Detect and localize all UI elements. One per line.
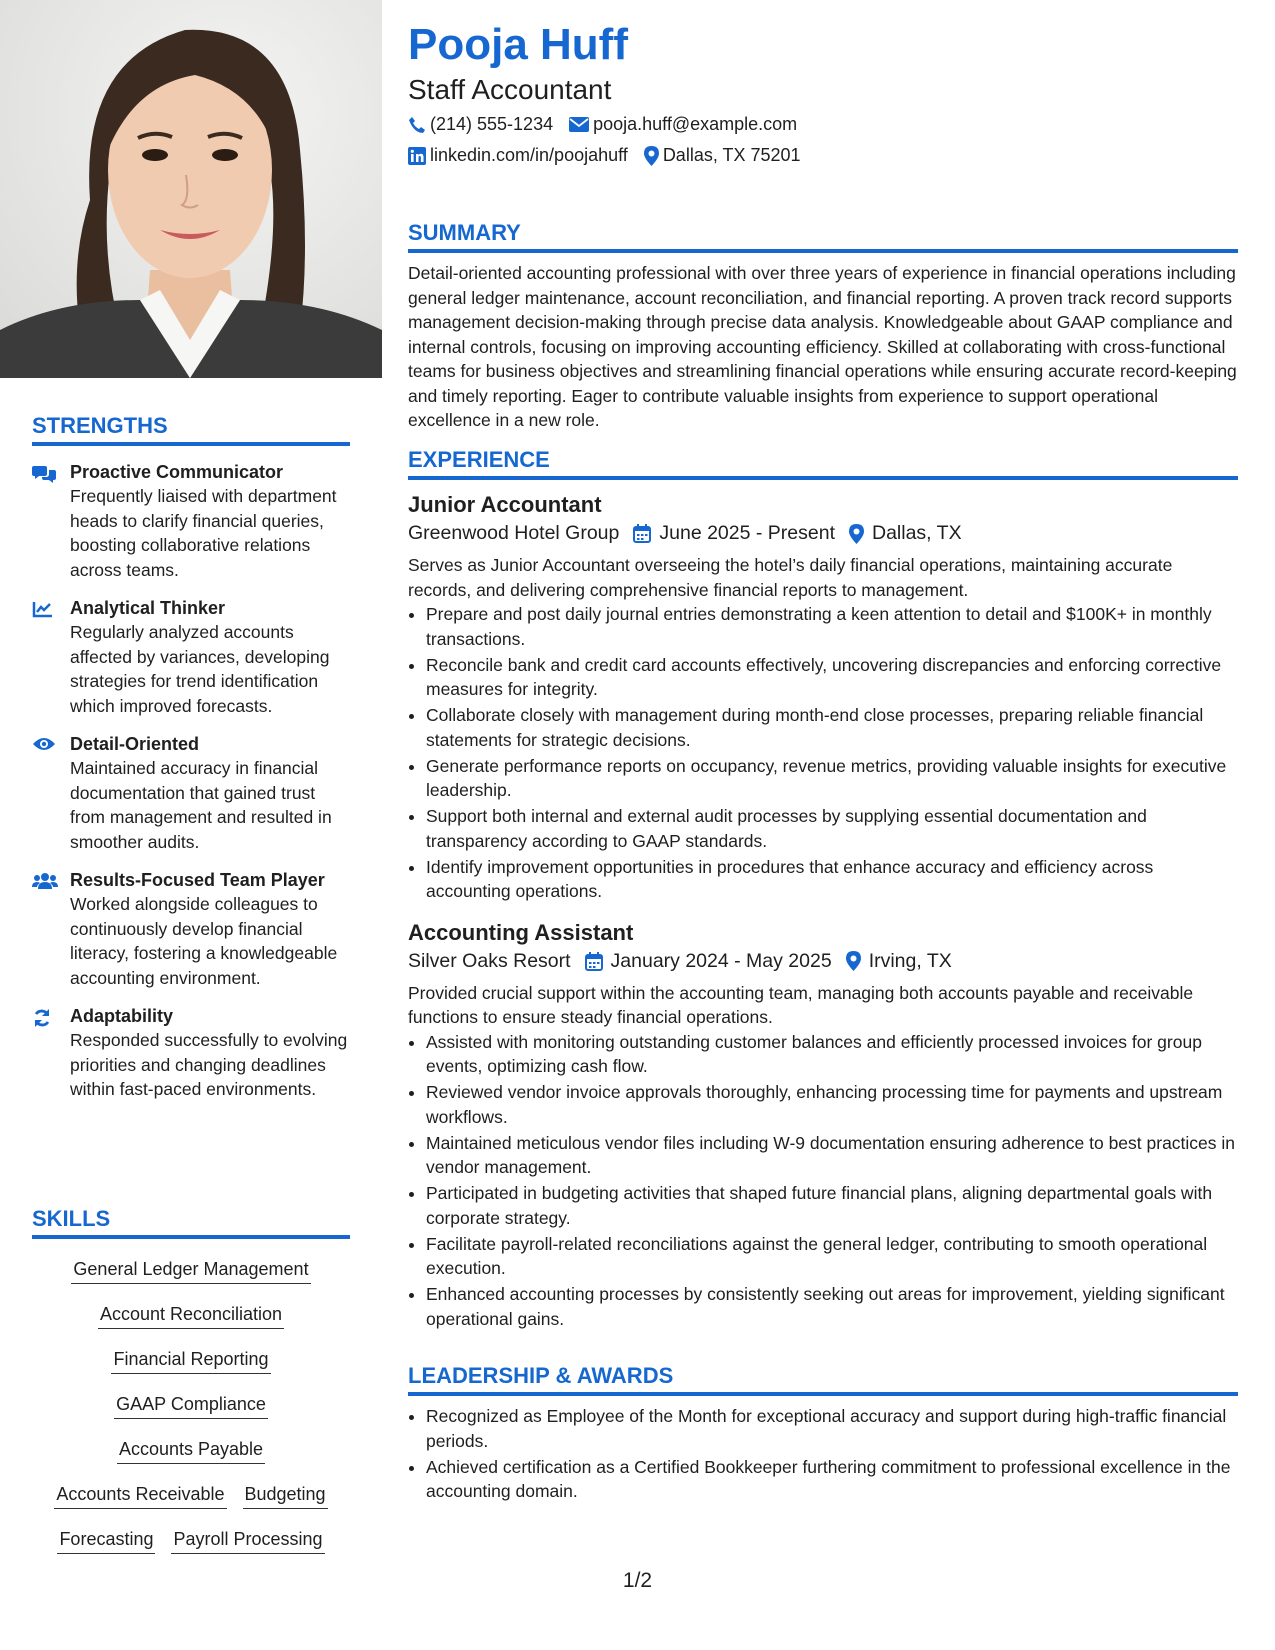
job-bullet: • Generate performance reports on occupancy, revenue metrics, providing valuable insights for executive leadership. bbox=[426, 754, 1238, 803]
job-bullet: • Identify improvement opportunities in procedures that enhance accuracy and efficiency across accounting operations. bbox=[426, 855, 1238, 904]
job-bullet: • Maintained meticulous vendor files including W-9 documentation ensuring adherence to best practices in vendor management. bbox=[426, 1131, 1238, 1180]
job-bullet: • Support both internal and external audit processes by supplying essential documentation and transparency according to GAAP standards. bbox=[426, 804, 1238, 853]
strength-desc: Responded successfully to evolving priorities and changing deadlines within fast-paced environments. bbox=[70, 1030, 348, 1099]
strength-desc: Worked alongside colleagues to continuously develop financial literacy, fostering a knowledgeable accounting environment. bbox=[70, 894, 338, 988]
linkedin-text: linkedin.com/in/poojahuff bbox=[430, 145, 628, 165]
skills-section bbox=[32, 1206, 350, 1564]
job-entry bbox=[408, 492, 1238, 904]
strength-title: Analytical Thinker bbox=[70, 598, 226, 618]
skill-tag: Account Reconciliation bbox=[98, 1304, 284, 1329]
job-bullet: • Enhanced accounting processes by consistently seeking out areas for improvement, yielding significant operational gains. bbox=[426, 1282, 1238, 1331]
strength-desc: Frequently liaised with department heads to clarify financial queries, boosting collaborative relations across teams. bbox=[70, 486, 337, 580]
strength-desc: Maintained accuracy in financial documentation that gained trust from management and resulted in smoother audits. bbox=[70, 758, 332, 852]
job-bullet: • Prepare and post daily journal entries demonstrating a keen attention to detail and $100K+ in monthly transactions. bbox=[426, 602, 1238, 651]
phone-contact[interactable] bbox=[408, 114, 553, 135]
summary-section bbox=[408, 220, 1238, 433]
strength-title: Proactive Communicator bbox=[70, 462, 284, 482]
experience-section bbox=[408, 447, 1238, 1333]
job-entry bbox=[408, 920, 1238, 1332]
eye-icon bbox=[32, 736, 56, 752]
skill-tag: Payroll Processing bbox=[171, 1529, 324, 1554]
job-description: Serves as Junior Accountant overseeing the hotel’s daily financial operations, maintaining accurate records, and delivering comprehensive financial reports to management. bbox=[408, 555, 1173, 600]
strengths-title: STRENGTHS bbox=[32, 413, 350, 446]
skill-tag: Accounts Payable bbox=[117, 1439, 265, 1464]
phone-text: (214) 555-1234 bbox=[430, 114, 554, 134]
email-icon bbox=[569, 117, 589, 132]
team-icon bbox=[32, 872, 58, 890]
skill-tag: Financial Reporting bbox=[111, 1349, 270, 1374]
email-text: pooja.huff@example.com bbox=[593, 114, 798, 134]
job-bullet: • Assisted with monitoring outstanding customer balances and efficiently processed invoices for group events, optimizing cash flow. bbox=[426, 1030, 1238, 1079]
award-bullet: • Achieved certification as a Certified Bookkeeper furthering commitment to professional excellence in the accounting domain. bbox=[426, 1455, 1238, 1504]
skills-title: SKILLS bbox=[32, 1206, 350, 1239]
skill-tag: General Ledger Management bbox=[71, 1259, 310, 1284]
location-text: Dallas, TX 75201 bbox=[662, 145, 801, 165]
job-location: Irving, TX bbox=[868, 949, 952, 972]
job-bullets bbox=[408, 1030, 1238, 1332]
job-bullet: • Reviewed vendor invoice approvals thoroughly, enhancing processing time for payments and upstream workflows. bbox=[426, 1080, 1238, 1129]
job-company: Greenwood Hotel Group bbox=[408, 522, 620, 544]
candidate-name: Pooja Huff bbox=[408, 20, 628, 69]
skill-list bbox=[32, 1249, 350, 1564]
job-title: Junior Accountant bbox=[408, 492, 602, 517]
profile-photo bbox=[0, 0, 382, 378]
linkedin-icon bbox=[408, 147, 426, 165]
strength-title: Adaptability bbox=[70, 1006, 174, 1026]
job-location: Dallas, TX bbox=[872, 522, 962, 544]
chart-line-icon bbox=[32, 600, 54, 618]
summary-text: Detail-oriented accounting professional with over three years of experience in financial operations including general ledger maintenance, account reconciliation, and financial reporting. A proven track record supports management decision-making through precise data analysis. Knowledgeable about GAAP compliance and internal controls, focusing on improving accounting efficiency. Skilled at collaborating with cross-functional teams for business objectives and streamlining financial operations while ensuring accurate record-keeping and timely reporting. Eager to contribute valuable insights from experience to support operational excellence in a new role. bbox=[408, 263, 1237, 430]
calendar-icon bbox=[585, 952, 603, 971]
chat-icon bbox=[32, 464, 56, 484]
awards-section bbox=[408, 1363, 1238, 1505]
awards-title: LEADERSHIP & AWARDS bbox=[408, 1363, 1238, 1396]
linkedin-contact[interactable] bbox=[408, 145, 628, 166]
location-pin-icon bbox=[846, 951, 861, 971]
job-bullets bbox=[408, 602, 1238, 904]
strength-desc: Regularly analyzed accounts affected by variances, developing strategies for trend identification which improved forecasts. bbox=[70, 622, 330, 716]
location-contact bbox=[644, 145, 801, 166]
strength-title: Results-Focused Team Player bbox=[70, 870, 325, 890]
job-title: Accounting Assistant bbox=[408, 919, 634, 945]
job-meta bbox=[408, 950, 1238, 973]
strength-item bbox=[32, 868, 350, 990]
strength-title: Detail-Oriented bbox=[70, 734, 200, 754]
strength-item bbox=[32, 1004, 350, 1102]
job-company: Silver Oaks Resort bbox=[408, 949, 571, 972]
skill-tag: Budgeting bbox=[243, 1484, 328, 1509]
job-bullet: • Facilitate payroll-related reconciliations against the general ledger, contributing to smooth operational execution. bbox=[426, 1232, 1238, 1281]
job-bullet: • Reconcile bank and credit card accounts effectively, uncovering discrepancies and enforcing corrective measures for integrity. bbox=[426, 653, 1238, 702]
calendar-icon bbox=[633, 524, 651, 543]
refresh-icon bbox=[32, 1008, 52, 1028]
job-dates: June 2025 - Present bbox=[659, 522, 835, 544]
phone-icon bbox=[408, 116, 426, 134]
contact-row bbox=[408, 114, 813, 135]
sidebar bbox=[0, 0, 382, 1650]
awards-bullets bbox=[408, 1404, 1238, 1504]
job-bullet: • Collaborate closely with management during month-end close processes, preparing reliable financial statements for strategic decisions. bbox=[426, 703, 1238, 752]
job-dates: January 2024 - May 2025 bbox=[610, 949, 832, 972]
strength-item bbox=[32, 460, 350, 582]
strengths-section bbox=[32, 413, 350, 1102]
email-contact[interactable] bbox=[569, 114, 797, 135]
strength-item bbox=[32, 732, 350, 854]
job-bullet: • Participated in budgeting activities that shaped future financial plans, aligning departmental goals with corporate strategy. bbox=[426, 1181, 1238, 1230]
job-description: Provided crucial support within the accounting team, managing both accounts payable and receivable functions to ensure steady financial operations. bbox=[408, 982, 1194, 1027]
contact-row bbox=[408, 145, 817, 166]
summary-title: SUMMARY bbox=[408, 220, 1238, 253]
candidate-role: Staff Accountant bbox=[408, 74, 612, 105]
award-bullet: • Recognized as Employee of the Month for exceptional accuracy and support during high-traffic financial periods. bbox=[426, 1404, 1238, 1453]
experience-title: EXPERIENCE bbox=[408, 447, 1238, 480]
location-pin-icon bbox=[849, 524, 864, 544]
strength-item bbox=[32, 596, 350, 718]
page-number: 1/2 bbox=[622, 1569, 653, 1592]
skill-tag: GAAP Compliance bbox=[114, 1394, 268, 1419]
location-pin-icon bbox=[644, 146, 659, 166]
skill-tag: Accounts Receivable bbox=[54, 1484, 226, 1509]
skill-tag: Forecasting bbox=[57, 1529, 155, 1554]
job-meta bbox=[408, 522, 1238, 545]
